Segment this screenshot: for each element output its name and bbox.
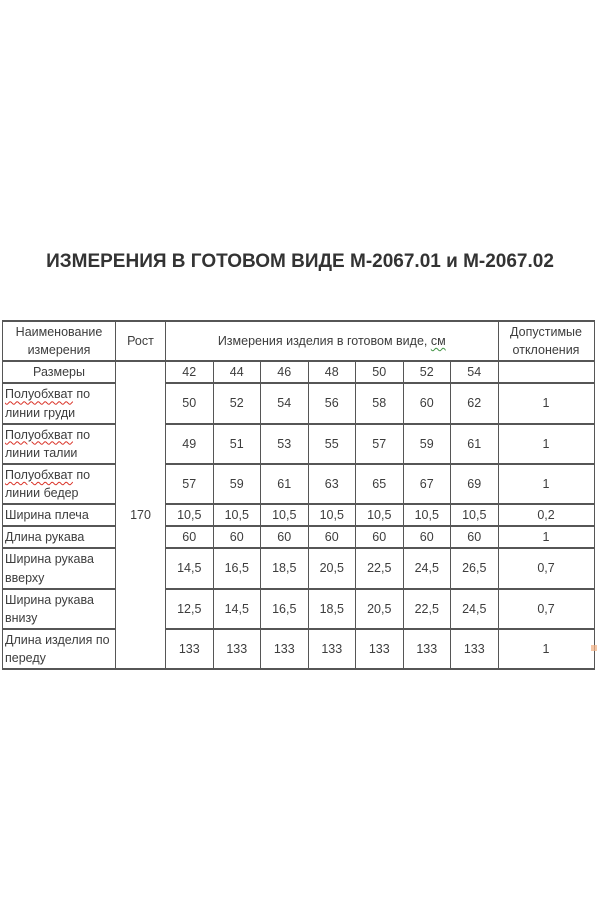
cell-value: 20,5 — [356, 589, 404, 629]
cell-value: 60 — [451, 526, 499, 548]
cell-value: 133 — [213, 629, 261, 669]
sizes-row — [3, 361, 595, 383]
row-label-text: Ширина рукава внизу — [5, 592, 94, 625]
table-row — [3, 589, 595, 629]
row-label — [3, 548, 116, 588]
row-label-text: Длина изделия по переду — [5, 632, 110, 665]
table-row — [3, 526, 595, 548]
cell-value: 10,5 — [356, 504, 404, 526]
cell-value: 49 — [166, 424, 214, 464]
cell-value: 133 — [403, 629, 451, 669]
table-row — [3, 383, 595, 423]
sizes-row-label: Размеры — [3, 361, 116, 383]
size-value: 50 — [356, 361, 404, 383]
cell-value: 60 — [403, 526, 451, 548]
table-row — [3, 548, 595, 588]
cell-value: 58 — [356, 383, 404, 423]
deviation-cell: 0,2 — [498, 504, 594, 526]
deviation-cell: 0,7 — [498, 589, 594, 629]
cell-value: 55 — [308, 424, 356, 464]
height-value-cell: 170 — [116, 361, 166, 669]
cell-value: 61 — [261, 464, 309, 504]
measurements-header-text: Измерения изделия в готовом виде, — [217, 334, 431, 349]
cell-value: 52 — [213, 383, 261, 423]
deviation-cell: 0,7 — [498, 548, 594, 588]
row-label — [3, 504, 116, 526]
misspelled-word: Полуобхват — [5, 387, 73, 402]
misspelled-word: Полуобхват — [5, 427, 73, 442]
row-label — [3, 464, 116, 504]
cell-value: 16,5 — [261, 589, 309, 629]
row-label — [3, 526, 116, 548]
deviation-cell: 1 — [498, 383, 594, 423]
row-label — [3, 629, 116, 669]
cell-value: 14,5 — [213, 589, 261, 629]
cell-value: 59 — [213, 464, 261, 504]
cell-value: 60 — [213, 526, 261, 548]
cell-value: 10,5 — [261, 504, 309, 526]
cell-value: 61 — [451, 424, 499, 464]
cell-value: 62 — [451, 383, 499, 423]
cell-value: 65 — [356, 464, 404, 504]
cell-value: 60 — [356, 526, 404, 548]
col-header-measurements — [166, 321, 499, 361]
deviation-cell-empty — [498, 361, 594, 383]
deviation-cell: 1 — [498, 464, 594, 504]
cell-value: 10,5 — [451, 504, 499, 526]
row-label — [3, 424, 116, 464]
cell-value: 24,5 — [403, 548, 451, 588]
cell-value: 54 — [261, 383, 309, 423]
misspelled-word: Полуобхват — [5, 467, 73, 482]
table-resize-handle — [591, 645, 597, 651]
cell-value: 53 — [261, 424, 309, 464]
cell-value: 60 — [261, 526, 309, 548]
size-value: 42 — [166, 361, 214, 383]
cell-value: 56 — [308, 383, 356, 423]
table-row — [3, 629, 595, 669]
cell-value: 50 — [166, 383, 214, 423]
cell-value: 60 — [166, 526, 214, 548]
cell-value: 10,5 — [166, 504, 214, 526]
cell-value: 12,5 — [166, 589, 214, 629]
cell-value: 24,5 — [451, 589, 499, 629]
cell-value: 18,5 — [308, 589, 356, 629]
row-label-text: по линии груди — [5, 387, 91, 420]
row-label-text: Длина рукава — [5, 530, 85, 545]
cell-value: 133 — [261, 629, 309, 669]
table-row — [3, 464, 595, 504]
row-label — [3, 383, 116, 423]
deviation-cell: 1 — [498, 424, 594, 464]
cell-value: 16,5 — [213, 548, 261, 588]
cell-value: 69 — [451, 464, 499, 504]
cell-value: 22,5 — [356, 548, 404, 588]
cell-value: 26,5 — [451, 548, 499, 588]
table-row — [3, 424, 595, 464]
cell-value: 133 — [308, 629, 356, 669]
cell-value: 60 — [403, 383, 451, 423]
row-label-text: по линии талии — [5, 427, 91, 460]
cell-value: 20,5 — [308, 548, 356, 588]
col-header-deviations: Допустимые отклонения — [498, 321, 594, 361]
col-header-name: Наименование измерения — [3, 321, 116, 361]
cell-value: 133 — [356, 629, 404, 669]
row-label-text: по линии бедер — [5, 467, 91, 500]
cell-value: 59 — [403, 424, 451, 464]
cell-value: 57 — [356, 424, 404, 464]
deviation-cell: 1 — [498, 629, 594, 669]
cell-value: 10,5 — [213, 504, 261, 526]
row-label-text: Ширина плеча — [5, 508, 89, 523]
cell-value: 51 — [213, 424, 261, 464]
cell-value: 63 — [308, 464, 356, 504]
deviation-cell: 1 — [498, 526, 594, 548]
cell-value: 60 — [308, 526, 356, 548]
table-row — [3, 504, 595, 526]
size-value: 48 — [308, 361, 356, 383]
row-label-text: Ширина рукава вверху — [5, 552, 94, 585]
cell-value: 133 — [451, 629, 499, 669]
cell-value: 10,5 — [308, 504, 356, 526]
header-row — [3, 321, 595, 361]
cell-value: 133 — [166, 629, 214, 669]
size-value: 54 — [451, 361, 499, 383]
size-value: 52 — [403, 361, 451, 383]
row-label — [3, 589, 116, 629]
measurements-table — [2, 320, 595, 670]
measurements-header-unit: см — [430, 334, 446, 349]
cell-value: 67 — [403, 464, 451, 504]
cell-value: 22,5 — [403, 589, 451, 629]
cell-value: 14,5 — [166, 548, 214, 588]
size-value: 46 — [261, 361, 309, 383]
cell-value: 18,5 — [261, 548, 309, 588]
size-value: 44 — [213, 361, 261, 383]
page-title: ИЗМЕРЕНИЯ В ГОТОВОМ ВИДЕ М-2067.01 и М-2067.02 — [46, 251, 554, 272]
cell-value: 10,5 — [403, 504, 451, 526]
cell-value: 57 — [166, 464, 214, 504]
col-header-height: Рост — [116, 321, 166, 361]
